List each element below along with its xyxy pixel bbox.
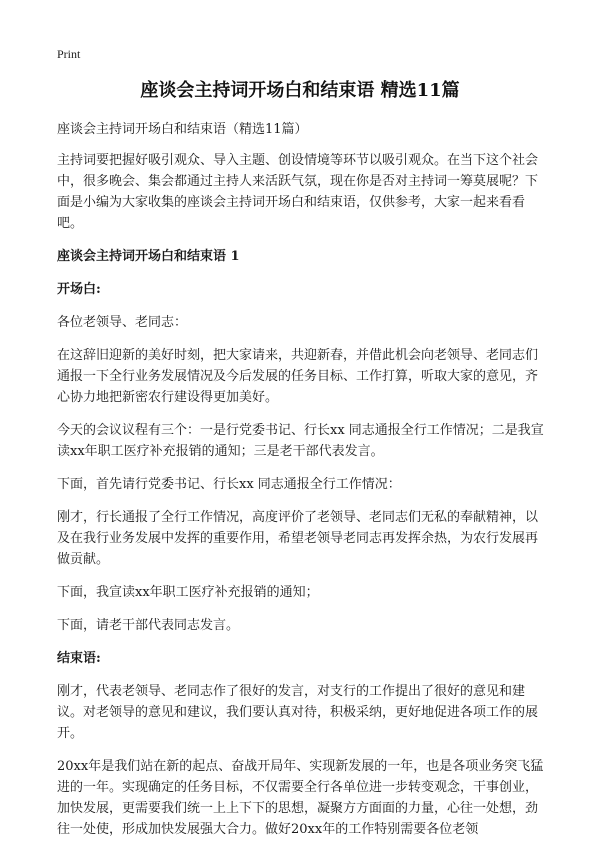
body-paragraph: 20xx年是我们站在新的起点、奋战开局年、实现新发展的一年，也是各项业务突飞猛进的一年。实现确定的任务目标，不仅需要全行各单位进一步转变观念，干事创业，加快发展，更需要我们统一上上下下的思想，凝聚方方面面的力量，心往一处想，劲往一处使，形成加快发展强大合力。做好20xx年的工作特别需要各位老领 (57, 759, 544, 837)
body-paragraph: 刚才，行长通报了全行工作情况，高度评价了老领导、老同志们无私的奉献精神，以及在我行业务发展中发挥的重要作用，希望老领导老同志再发挥余热，为农行发展再做贡献。 (57, 510, 539, 567)
greeting-paragraph: 各位老领导、老同志： (57, 315, 188, 330)
intro-paragraph: 主持词要把握好吸引观众、导入主题、创设情境等环节以吸引观众。在当下这个社会中，很多晚会、集会都通过主持人来活跃气氛，现在你是否对主持词一筹莫展呢？下面是小编为大家收集的座谈会主持词开场白和结束语，仅供参考，大家一起来看看吧。 (57, 153, 539, 231)
body-paragraph: 刚才，代表老领导、老同志作了很好的发言，对支行的工作提出了很好的意见和建议。对老领导的意见和建议，我们要认真对待，积极采纳，更好地促进各项工作的展开。 (57, 684, 539, 741)
document-subtitle: 座谈会主持词开场白和结束语（精选11篇） (57, 122, 308, 137)
opening-label: 开场白: (57, 282, 101, 297)
print-label: Print (57, 47, 81, 61)
body-paragraph: 在这辞旧迎新的美好时刻，把大家请来，共迎新春，并借此机会向老领导、老同志们通报一下全行业务发展情况及今后发展的任务目标、工作打算，听取大家的意见，齐心协力地把新密农行建设得更加美好。 (57, 348, 539, 405)
section-heading: 座谈会主持词开场白和结束语 1 (57, 249, 240, 264)
body-paragraph: 今天的会议议程有三个：一是行党委书记、行长xx 同志通报全行工作情况；二是我宣读xx年职工医疗补充报销的通知；三是老干部代表发言。 (57, 423, 544, 459)
document-body (57, 119, 547, 852)
page-title: 座谈会主持词开场白和结束语 精选11篇 (140, 80, 460, 101)
closing-label: 结束语: (57, 651, 101, 666)
body-paragraph: 下面，请老干部代表同志发言。 (57, 618, 240, 633)
body-paragraph: 下面，首先请行党委书记、行长xx 同志通报全行工作情况： (57, 477, 401, 492)
body-paragraph: 下面，我宣读xx年职工医疗补充报销的通知； (57, 585, 319, 600)
